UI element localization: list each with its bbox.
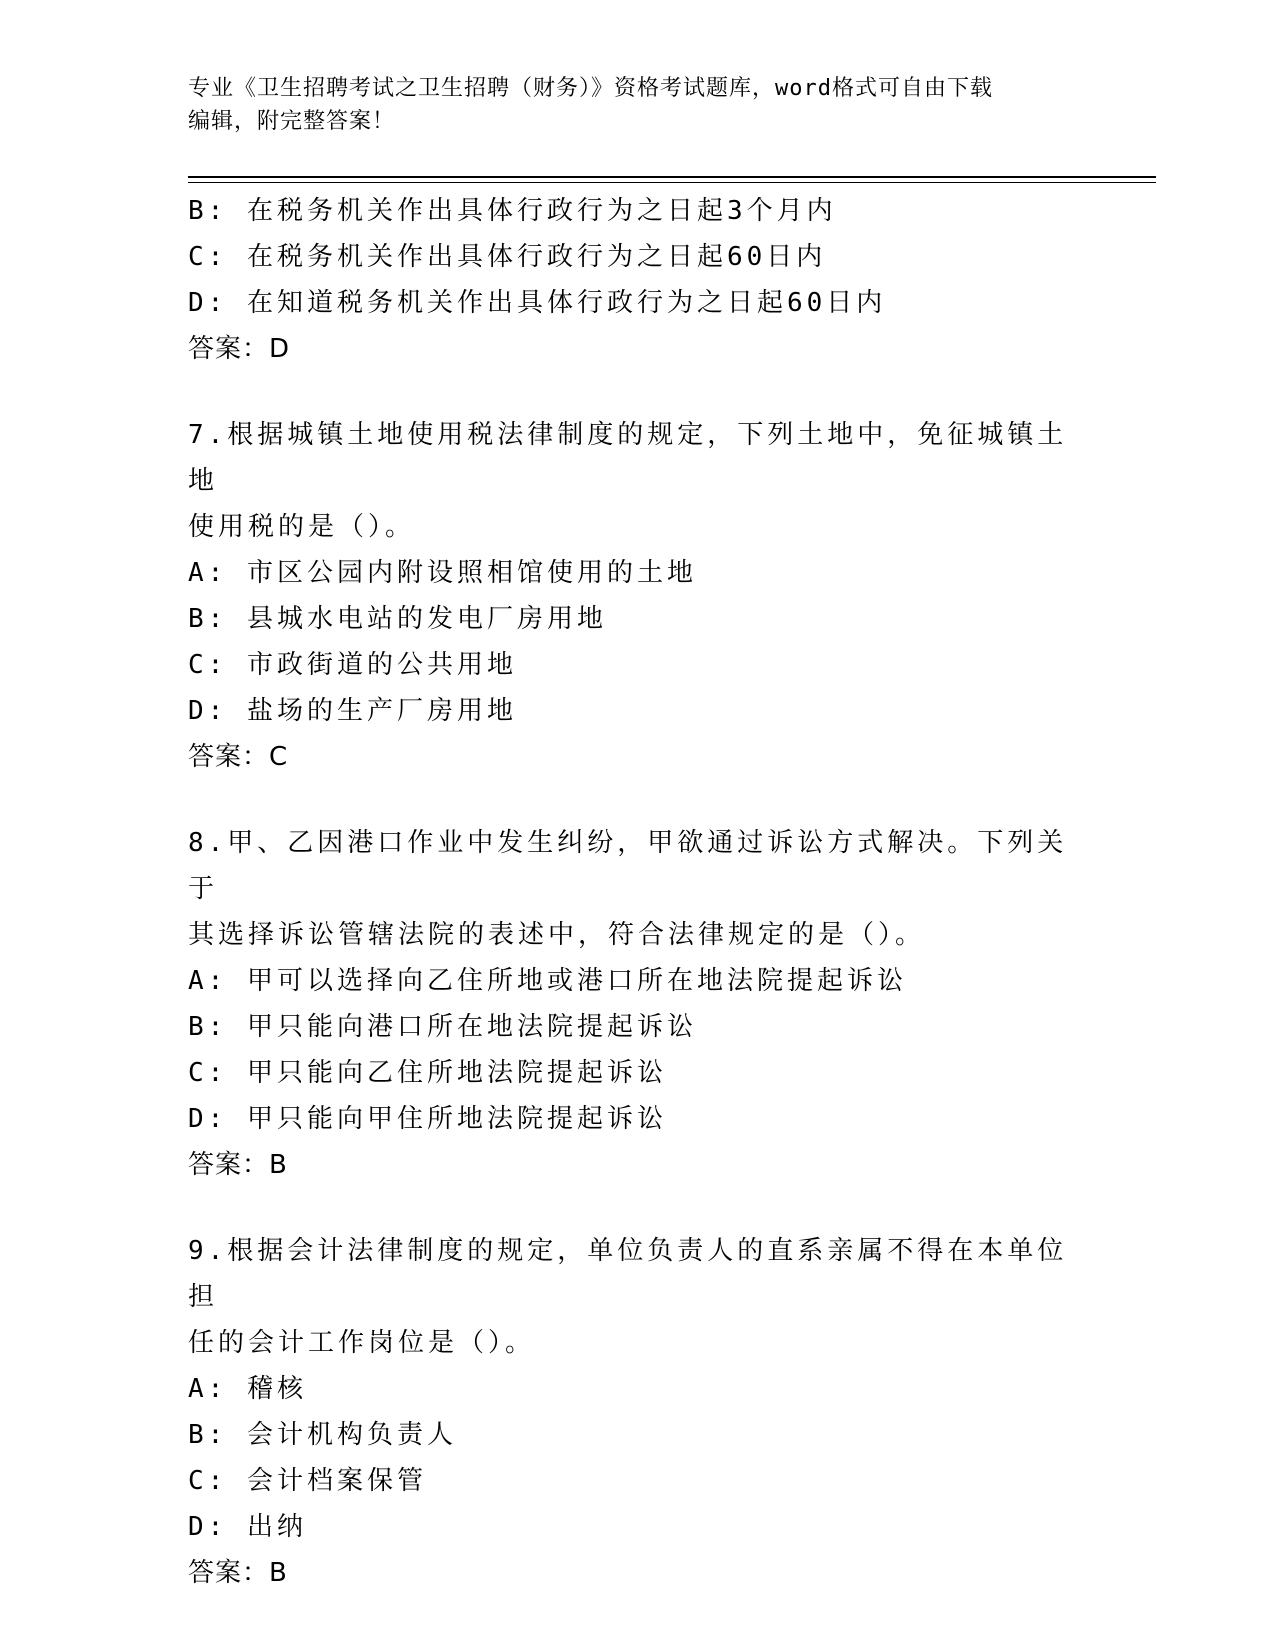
option-c: C: 市政街道的公共用地 <box>188 650 517 680</box>
answer-label: 答案：B <box>188 1150 288 1180</box>
question-9 <box>188 1228 1068 1596</box>
option-b: B: 甲只能向港口所在地法院提起诉讼 <box>188 1012 697 1042</box>
option-d: D: 甲只能向甲住所地法院提起诉讼 <box>188 1104 667 1134</box>
question-text-line-2: 使用税的是（）。 <box>188 512 416 542</box>
question-6-continued <box>188 188 1068 372</box>
option-c: C: 会计档案保管 <box>188 1466 427 1496</box>
question-list <box>188 188 1068 1596</box>
option-c: C: 在税务机关作出具体行政行为之日起60日内 <box>188 242 827 272</box>
header-rule-thick <box>188 176 1156 178</box>
option-d: D: 出纳 <box>188 1512 307 1542</box>
question-text-line-2: 任的会计工作岗位是（）。 <box>188 1328 536 1358</box>
question-text-line-1: 9.根据会计法律制度的规定，单位负责人的直系亲属不得在本单位担 <box>188 1236 1068 1312</box>
header-line-1: 专业《卫生招聘考试之卫生招聘（财务）》资格考试题库，word格式可自由下载 <box>188 76 993 101</box>
question-8 <box>188 820 1068 1188</box>
option-a: A: 市区公园内附设照相馆使用的土地 <box>188 558 697 588</box>
question-7 <box>188 412 1068 780</box>
option-d: D: 盐场的生产厂房用地 <box>188 696 517 726</box>
option-c: C: 甲只能向乙住所地法院提起诉讼 <box>188 1058 667 1088</box>
option-b: B: 县城水电站的发电厂房用地 <box>188 604 607 634</box>
answer-label: 答案：D <box>188 334 291 364</box>
document-header <box>188 72 1068 138</box>
option-b: B: 在税务机关作出具体行政行为之日起3个月内 <box>188 196 837 226</box>
question-text-line-1: 8.甲、乙因港口作业中发生纠纷，甲欲通过诉讼方式解决。下列关于 <box>188 828 1068 904</box>
answer-label: 答案：C <box>188 742 289 772</box>
option-a: A: 稽核 <box>188 1374 307 1404</box>
header-line-2: 编辑，附完整答案！ <box>188 109 396 134</box>
option-d: D: 在知道税务机关作出具体行政行为之日起60日内 <box>188 288 887 318</box>
header-rule-thin <box>188 182 1156 183</box>
question-text-line-1: 7.根据城镇土地使用税法律制度的规定，下列土地中，免征城镇土地 <box>188 420 1068 496</box>
option-b: B: 会计机构负责人 <box>188 1420 457 1450</box>
option-a: A: 甲可以选择向乙住所地或港口所在地法院提起诉讼 <box>188 966 907 996</box>
question-text-line-2: 其选择诉讼管辖法院的表述中，符合法律规定的是（）。 <box>188 920 926 950</box>
answer-label: 答案：B <box>188 1558 288 1588</box>
